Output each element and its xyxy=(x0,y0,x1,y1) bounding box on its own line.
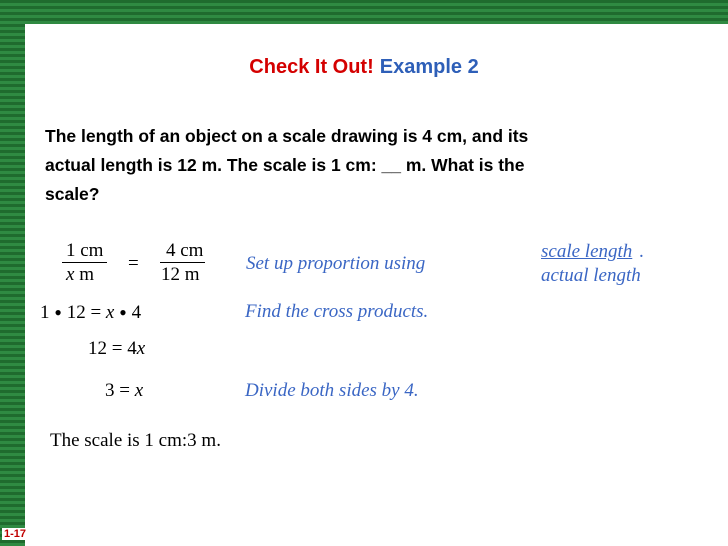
answer-statement: The scale is 1 cm:3 m. xyxy=(50,430,221,451)
multiplication-dot-icon: • xyxy=(119,300,127,325)
slide-title xyxy=(0,56,728,79)
ratio-numerator: scale length . xyxy=(541,241,644,262)
equation-step-3: 3 = x xyxy=(105,380,144,401)
problem-line-3: scale? xyxy=(45,184,100,204)
equation-step-2: 12 = 4x xyxy=(88,338,146,359)
problem-line-2: actual length is 12 m. The scale is 1 cm: __ m. What is the xyxy=(45,155,525,175)
divide-note: Divide both sides by 4. xyxy=(245,380,419,401)
setup-proportion-note: Set up proportion using xyxy=(246,253,426,274)
right-fraction-denominator: 12 m xyxy=(161,264,200,285)
slide-number: 1-17 xyxy=(4,528,27,540)
left-fraction-numerator: 1 cm xyxy=(62,240,107,263)
right-fraction-numerator: 4 cm xyxy=(160,240,205,263)
multiplication-dot-icon: • xyxy=(54,300,62,325)
problem-line-1: The length of an object on a scale drawing is 4 cm, and its xyxy=(45,126,529,146)
title-check-it-out: Check It Out! xyxy=(249,56,374,78)
cross-products-equation: 1 • 12 = x • 4 xyxy=(40,300,142,325)
left-fraction-denominator: x m xyxy=(66,264,94,285)
equals-sign: = xyxy=(128,253,139,274)
ratio-denominator: actual length xyxy=(541,265,641,286)
top-decorative-bar xyxy=(25,0,728,24)
problem-statement xyxy=(45,122,685,209)
title-example: Example 2 xyxy=(379,56,479,78)
left-decorative-bar xyxy=(0,0,25,546)
cross-products-note: Find the cross products. xyxy=(245,301,429,322)
